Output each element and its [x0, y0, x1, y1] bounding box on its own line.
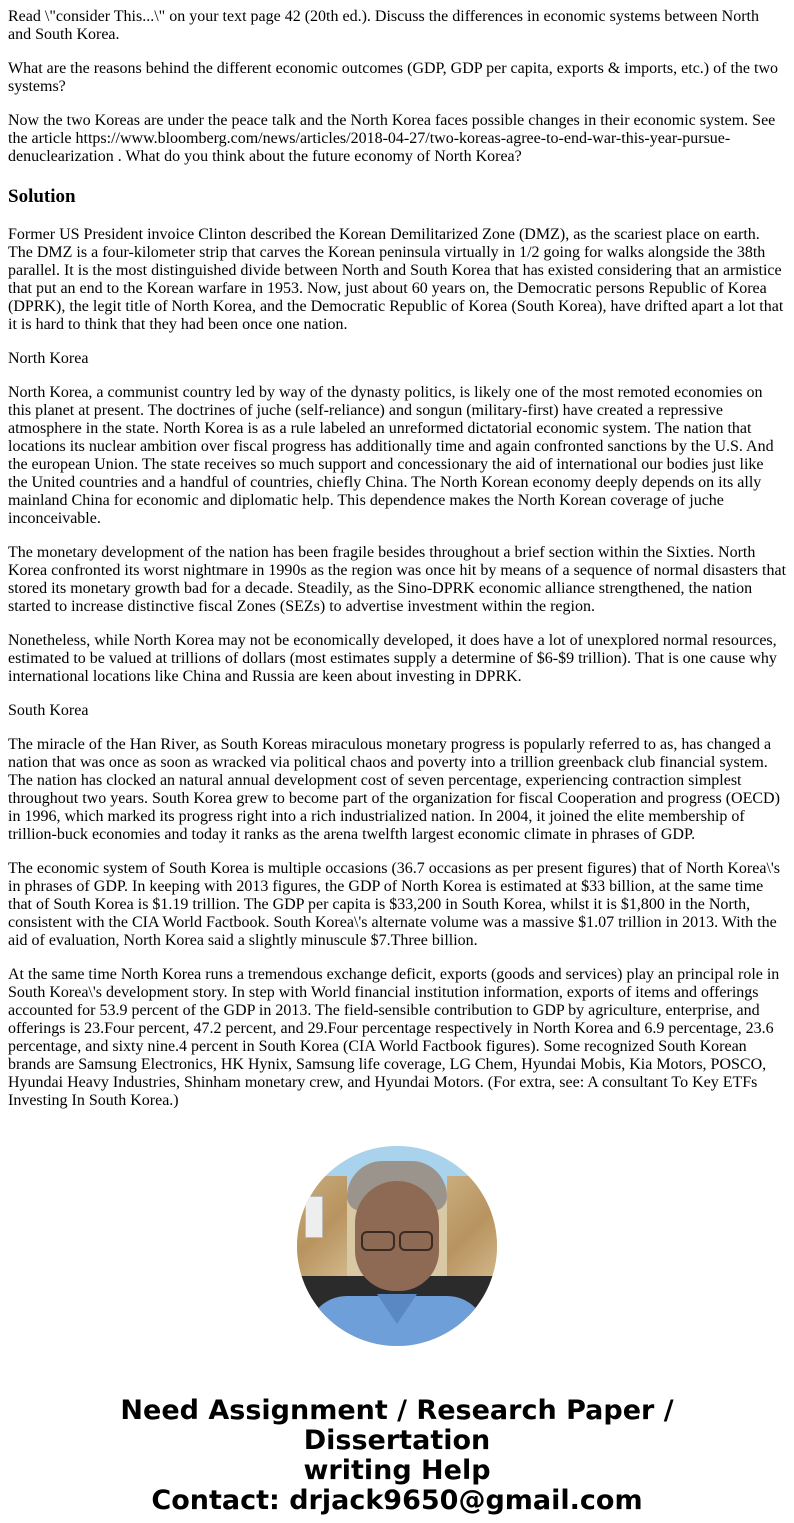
- solution-section: [8, 226, 786, 1110]
- solution-paragraph: The monetary development of the nation has been fragile besides throughout a brief section within the Sixties. North Korea confronted its worst nightmare in 1990s as the region was once hit by means of a sequence of normal disasters that stored its monetary growth bad for a decade. Steadily, as the Sino-DPRK economic alliance strengthened, the nation started to increase distinctive fiscal Zones (SEZs) to advertise investment within the region.: [8, 544, 787, 615]
- solution-paragraph: The miracle of the Han River, as South Koreas miraculous monetary progress is popularly referred to as, has changed a nation that was once as soon as wracked via political chaos and poverty into a trillion greenback club financial system. The nation has clocked an natural annual development cost of seven percentage, experiencing contraction simplest throughout two years. South Korea grew to become part of the organization for fiscal Cooperation and progress (OECD) in 1996, which marked its progress right into a rich industrialized nation. In 2004, it joined the elite membership of trillion-buck economies and today it ranks as the arena twelfth largest economic climate in phrases of GDP.: [8, 736, 780, 843]
- question-section: [8, 8, 786, 166]
- solution-heading: Solution: [8, 186, 76, 207]
- question-paragraph: Now the two Koreas are under the peace talk and the North Korea faces possible changes in their economic system. See the article https://www.bloomberg.com/news/articles/2018-04-27/two-koreas-agree-to-end-war-this-year-pursue-denuclearization . What do you think about the future economy of North Korea?: [8, 112, 776, 165]
- question-paragraph: What are the reasons behind the different economic outcomes (GDP, GDP per capita, exports & imports, etc.) of the two systems?: [8, 60, 778, 95]
- solution-paragraph: North Korea, a communist country led by way of the dynasty politics, is likely one of the most remoted economies on this planet at present. The doctrines of juche (self-reliance) and songun (military-first) have created a repressive atmosphere in the state. North Korea is as a rule labeled an unreformed dictatorial economic system. The nation that locations its nuclear ambition over fiscal progress has additionally time and again confronted sanctions by the U.S. And the european Union. The state receives so much support and concessionary the aid of international our bodies just like the United countries and a handful of countries, chiefly China. The North Korean economy deeply depends on its ally mainland China for economic and diplomatic help. This dependence makes the North Korean coverage of juche inconceivable.: [8, 384, 774, 527]
- solution-paragraph: The economic system of South Korea is multiple occasions (36.7 occasions as per present figures) that of North Korea\'s in phrases of GDP. In keeping with 2013 figures, the GDP of North Korea is estimated at $33 billion, at the same time that of South Korea is $1.19 trillion. The GDP per capita is $33,200 in South Korea, whilst it is $1,800 in the North, consistent with the CIA World Factbook. South Korea\'s alternate volume was a massive $1.07 trillion in 2013. With the aid of evaluation, North Korea said a slightly minuscule $7.Three billion.: [8, 860, 781, 949]
- contact-email: Contact: drjack9650@gmail.com: [151, 1485, 643, 1516]
- cta-line: Need Assignment / Research Paper / Dissertation: [120, 1395, 674, 1456]
- solution-paragraph: Nonetheless, while North Korea may not be economically developed, it does have a lot of unexplored normal resources, estimated to be valued at trillions of dollars (most estimates supply a determine of $6-$9 trillion). That is one cause why international locations like China and Russia are keen about investing in DPRK.: [8, 632, 777, 685]
- glasses-icon: [361, 1231, 433, 1249]
- contact-banner: [8, 1396, 786, 1516]
- solution-paragraph: At the same time North Korea runs a tremendous exchange deficit, exports (goods and services) play an principal role in South Korea\'s development story. In step with World financial institution information, exports of items and offerings accounted for 53.9 percent of the GDP in 2013. The field-sensible contribution to GDP by agriculture, enterprise, and offerings is 23.Four percent, 47.2 percent, and 29.Four percentage respectively in North Korea and 6.9 percentage, 23.6 percentage, and sixty nine.4 percent in South Korea (CIA World Factbook figures). Some recognized South Korean brands are Samsung Electronics, HK Hynix, Samsung life coverage, LG Chem, Hyundai Mobis, Kia Motors, POSCO, Hyundai Heavy Industries, Shinham monetary crew, and Hyundai Motors. (For extra, see: A consultant To Key ETFs Investing In South Korea.): [8, 966, 780, 1109]
- avatar: [297, 1146, 497, 1346]
- question-paragraph: Read \"consider This...\" on your text page 42 (20th ed.). Discuss the differences in economic systems between North and South Korea.: [8, 8, 759, 43]
- avatar-container: [8, 1146, 786, 1346]
- cta-line: writing Help: [303, 1455, 491, 1486]
- subheading-north-korea: North Korea: [8, 350, 89, 367]
- solution-paragraph: Former US President invoice Clinton described the Korean Demilitarized Zone (DMZ), as the scariest place on earth. The DMZ is a four-kilometer strip that carves the Korean peninsula virtually in 1/2 going for walks alongside the 38th parallel. It is the most distinguished divide between North and South Korea that has existed considering that an armistice that put an end to the Korean warfare in 1953. Now, just about 60 years on, the Democratic persons Republic of Korea (DPRK), the legit title of North Korea, and the Democratic Republic of Korea (South Korea), have drifted apart a lot that it is hard to think that they had been once one nation.: [8, 226, 784, 333]
- subheading-south-korea: South Korea: [8, 702, 89, 719]
